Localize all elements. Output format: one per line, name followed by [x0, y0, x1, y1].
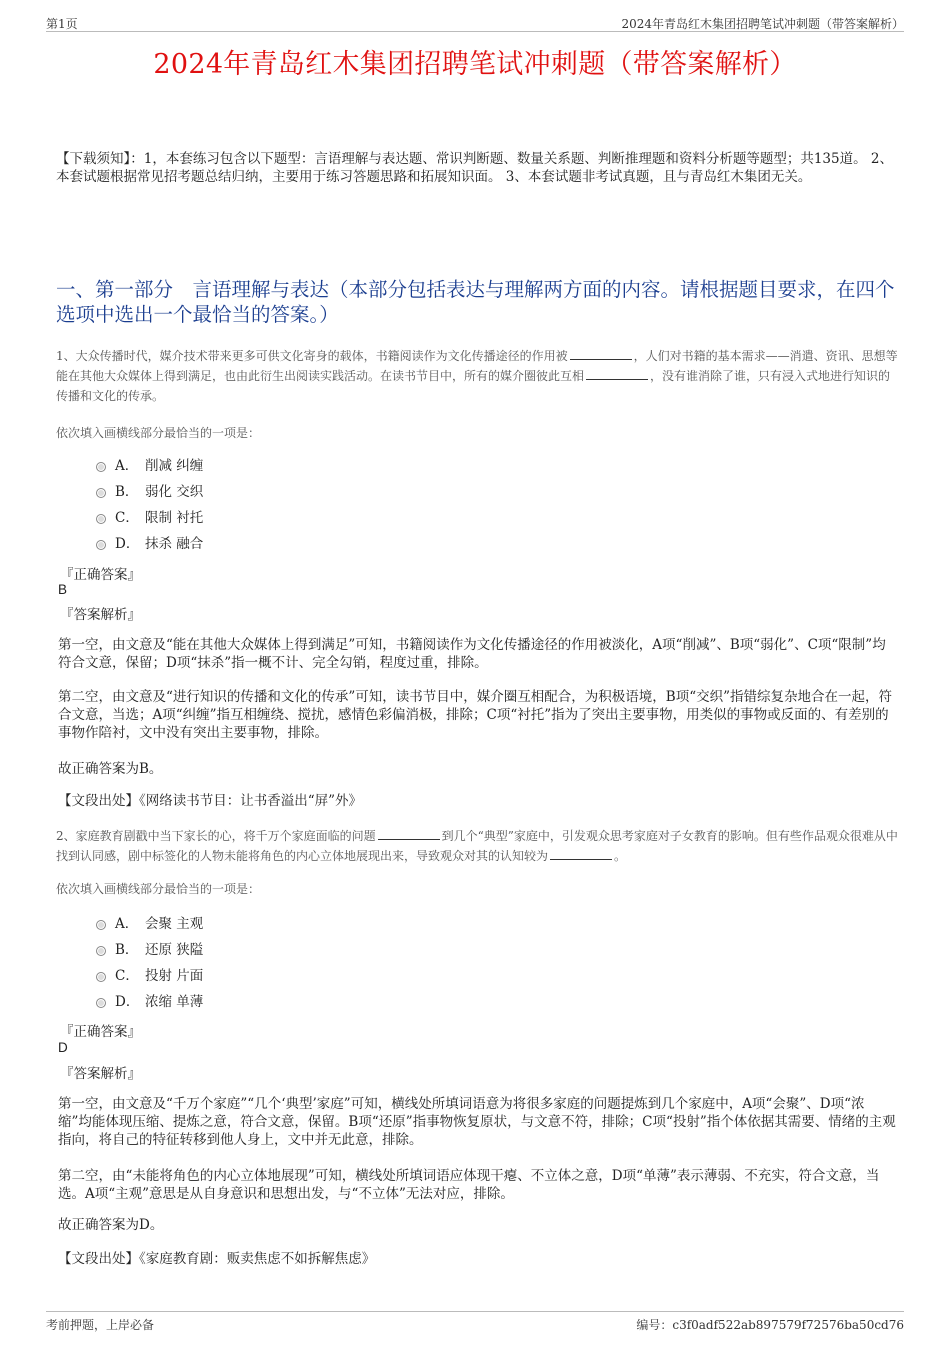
footer-doc-id: 编号：c3f0adf522ab897579f72576ba50cd76: [636, 1318, 904, 1332]
option-2d[interactable]: D． 浓缩 单薄: [96, 992, 203, 1012]
radio-icon[interactable]: [96, 462, 106, 472]
correct-answer-label: 『正确答案』: [60, 1024, 141, 1040]
option-1d[interactable]: D． 抹杀 融合: [96, 534, 203, 554]
source-citation: 【文段出处】《家庭教育剧：贩卖焦虑不如拆解焦虑》: [58, 1251, 376, 1267]
blank-line: [378, 827, 440, 840]
correct-answer: D: [58, 1040, 68, 1055]
analysis-label: 『答案解析』: [60, 1066, 141, 1082]
option-2c[interactable]: C． 投射 片面: [96, 966, 203, 986]
blank-line: [550, 847, 612, 860]
blank-line: [586, 367, 648, 380]
page-footer: [46, 1311, 904, 1334]
question-2-instruction: 依次填入画横线部分最恰当的一项是：: [56, 882, 261, 896]
option-1b[interactable]: B． 弱化 交织: [96, 482, 203, 502]
analysis-paragraph: 第二空，由“未能将角色的内心立体地展现”可知，横线处所填词语应体现干瘪、不立体之意，D项“单薄”表示薄弱、不充实，符合文意，当选。A项“主观”意思是从自身意识和思想出发，与“不立体”无法对应，排除。: [58, 1168, 880, 1202]
question-2-text: 2、家庭教育剧戳中当下家长的心，将千万个家庭面临的问题 到几个“典型”家庭中，引发观众思考家庭对子女教育的影响。但有些作品观众很难从中找到认同感，剧中标签化的人物未能将角色的内心立体地展现出来，导致观众对其的认知较为 。: [56, 829, 898, 863]
option-2b[interactable]: B． 还原 狭隘: [96, 940, 203, 960]
option-2a[interactable]: A． 会聚 主观: [96, 914, 203, 934]
analysis-paragraph: 第二空，由文意及“进行知识的传播和文化的传承”可知，读书节目中，媒介圈互相配合，为积极语境，B项“交织”指错综复杂地合在一起，符合文意，当选；A项“纠缠”指互相缠绕、搅扰，感情色彩偏消极，排除；C项“衬托”指为了突出主要事物，用类似的事物或反面的、有差别的事物作陪衬，文中没有突出主要事物，排除。: [58, 689, 893, 741]
source-citation: 【文段出处】《网络读书节目：让书香溢出“屏”外》: [58, 793, 363, 809]
question-1-text: 1、大众传播时代，媒介技术带来更多可供文化寄身的载体，书籍阅读作为文化传播途径的作用被 ，人们对书籍的基本需求——消遣、资讯、思想等能在其他大众媒体上得到满足，也由此衍生出阅读实践活动。在读书节目中，所有的媒介圈彼此互相 ，没有谁消除了谁，只有浸入式地进行知识的传播和文化的传承。: [56, 349, 898, 403]
analysis-conclusion: 故正确答案为D。: [58, 1217, 164, 1233]
radio-icon[interactable]: [96, 946, 106, 956]
correct-answer: B: [58, 582, 68, 597]
analysis-paragraph: 第一空，由文意及“能在其他大众媒体上得到满足”可知，书籍阅读作为文化传播途径的作用被淡化，A项“削减”、B项“弱化”、C项“限制”均符合文意，保留；D项“抹杀”指一概不计、完全勾销，程度过重，排除。: [58, 637, 886, 671]
radio-icon[interactable]: [96, 514, 106, 524]
radio-icon[interactable]: [96, 998, 106, 1008]
section-title: 一、第一部分 言语理解与表达（本部分包括表达与理解两方面的内容。请根据题目要求，在四个选项中选出一个最恰当的答案。）: [56, 278, 895, 326]
analysis-conclusion: 故正确答案为B。: [58, 761, 163, 777]
radio-icon[interactable]: [96, 540, 106, 550]
document-title: 2024年青岛红木集团招聘笔试冲刺题（带答案解析）: [153, 49, 797, 80]
footer-slogan: 考前押题，上岸必备: [46, 1318, 155, 1332]
option-1a[interactable]: A． 削减 纠缠: [96, 456, 203, 476]
analysis-paragraph: 第一空，由文意及“千万个家庭”“几个‘典型’家庭”可知，横线处所填词语意为将很多家庭的问题提炼到几个家庭中，A项“会聚”、D项“浓缩”均能体现压缩、提炼之意，符合文意，保留。B项“还原”指事物恢复原状，与文意不符，排除；C项“投射”指个体依据其需要、情绪的主观指向，将自己的特征转移到他人身上，文中并无此意，排除。: [58, 1096, 896, 1148]
analysis-label: 『答案解析』: [60, 607, 141, 623]
radio-icon[interactable]: [96, 920, 106, 930]
question-1-instruction: 依次填入画横线部分最恰当的一项是：: [56, 426, 261, 440]
page-number: 第1页: [46, 17, 78, 31]
page-header: [46, 13, 904, 32]
radio-icon[interactable]: [96, 972, 106, 982]
radio-icon[interactable]: [96, 488, 106, 498]
header-doc-title: 2024年青岛红木集团招聘笔试冲刺题（带答案解析）: [621, 17, 904, 31]
download-notice: 【下载须知】：1，本套练习包含以下题型：言语理解与表达题、常识判断题、数量关系题、判断推理题和资料分析题等题型；共135道。 2、本套试题根据常见招考题总结归纳，主要用于练习答题思路和拓展知识面。 3、本套试题非考试真题，且与青岛红木集团无关。: [56, 151, 893, 185]
correct-answer-label: 『正确答案』: [60, 567, 141, 583]
option-1c[interactable]: C． 限制 衬托: [96, 508, 203, 528]
blank-line: [570, 347, 632, 360]
